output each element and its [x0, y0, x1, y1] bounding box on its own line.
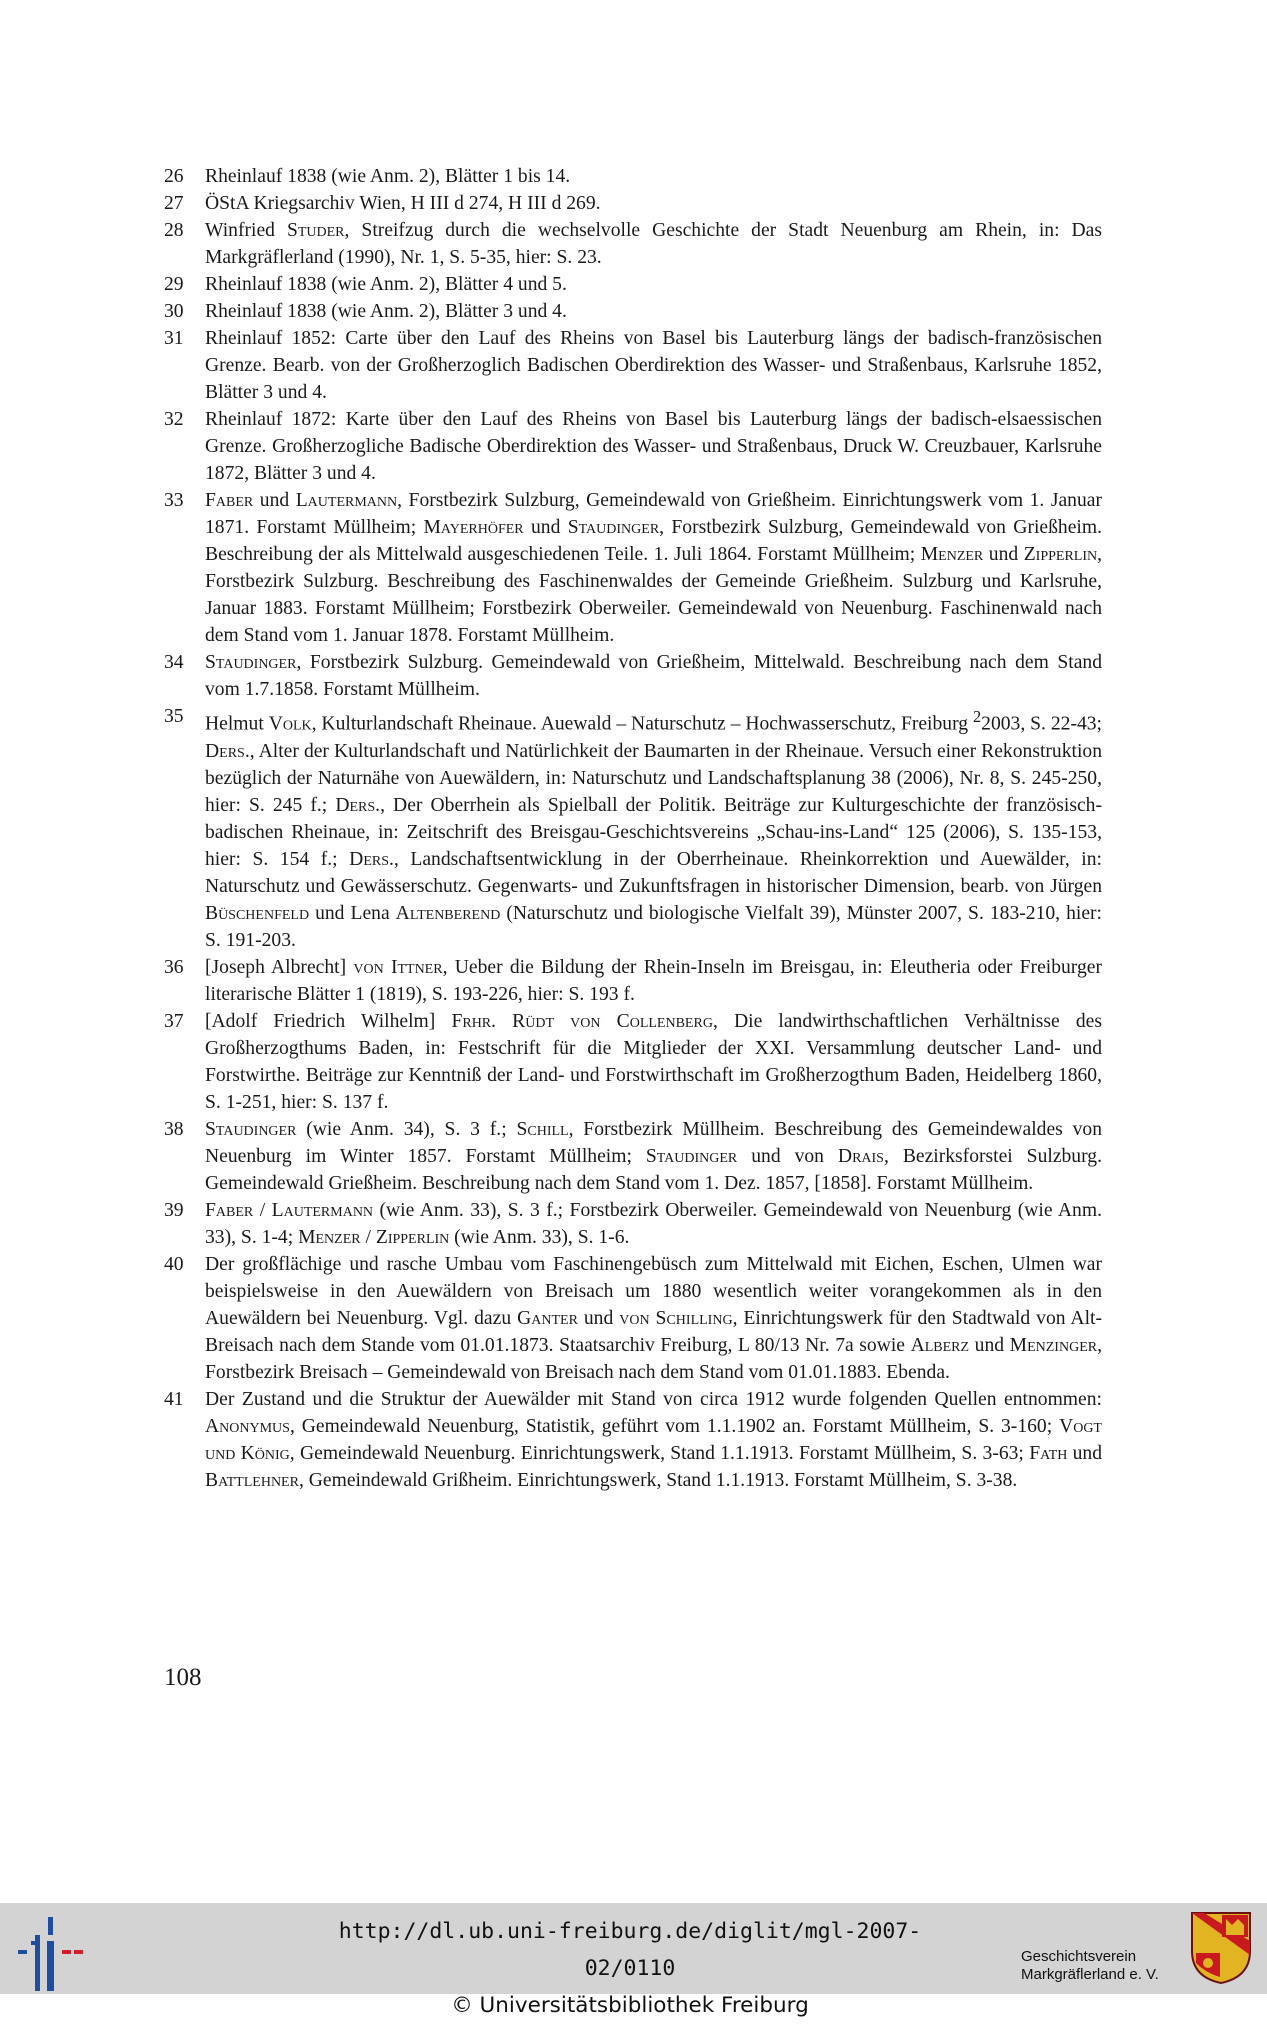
footnote-number: 39	[164, 1199, 184, 1221]
footnote-32	[164, 406, 1102, 487]
footnote-30	[164, 298, 1102, 325]
footnote-number: 36	[164, 956, 184, 978]
footnote-38	[164, 1116, 1102, 1197]
footnote-number: 29	[164, 274, 184, 295]
ub-freiburg-logo-icon	[18, 1911, 84, 1991]
footnote-text: Rheinlauf 1838 (wie Anm. 2), Blätter 3 und 4.	[205, 301, 567, 322]
footnote-text: Winfried Studer, Streifzug durch die wechselvolle Geschichte der Stadt Neuenburg am Rhein, in: Das Markgräflerland (1990), Nr. 1, S. 5-35, hier: S. 23.	[205, 220, 1102, 268]
footnote-number: 28	[164, 220, 184, 241]
footnote-41	[164, 1386, 1102, 1494]
footnote-text: Rheinlauf 1852: Carte über den Lauf des Rheins von Basel bis Lauterburg längs der badisch-französischen Grenze. Bearb. von der Großherzoglich Badischen Oberdirektion des Wasser- und Straßenbaus, Karlsruhe 1852, Blätter 3 und 4.	[205, 328, 1102, 403]
footnote-text: Der Zustand und die Struktur der Auewälder mit Stand von circa 1912 wurde folgenden Quellen entnommen: Anonymus, Gemeindewald Neuenburg, Statistik, geführt vom 1.1.1902 an. Forstamt Müllheim, S. 3-160; Vogt und König, Gemeindewald Neuenburg. Einrichtungswerk, Stand 1.1.1913. Forstamt Müllheim, S. 3-63; Fath und Battlehner, Gemeindewald Grißheim. Einrichtungswerk, Stand 1.1.1913. Forstamt Müllheim, S. 3-38.	[205, 1388, 1103, 1491]
society-line-2: Markgräflerland e. V.	[1021, 1966, 1159, 1983]
source-url[interactable]: http://dl.ub.uni-freiburg.de/diglit/mgl-2007-02/0110	[338, 1919, 922, 1981]
footnote-27	[164, 190, 1102, 217]
footnote-31	[164, 325, 1102, 406]
footnote-number: 38	[164, 1118, 184, 1140]
footnote-text: ÖStA Kriegsarchiv Wien, H III d 274, H III d 269.	[205, 193, 601, 214]
coat-of-arms-icon	[1190, 1911, 1252, 1985]
copyright-line: © Universitätsbibliothek Freiburg	[451, 1993, 809, 2018]
footnote-text: Faber / Lautermann (wie Anm. 33), S. 3 f.; Forstbezirk Oberweiler. Gemeindewald von Neuenburg (wie Anm. 33), S. 1-4; Menzer / Zipperlin (wie Anm. 33), S. 1-6.	[205, 1199, 1102, 1248]
footnote-35	[164, 703, 1102, 954]
footer-bar	[0, 1903, 1267, 2018]
society-line-1: Geschichtsverein	[1021, 1948, 1137, 1965]
footnote-number: 37	[164, 1010, 184, 1032]
footnote-text: [Joseph Albrecht] von Ittner, Ueber die Bildung der Rhein-Inseln im Breisgau, in: Eleutheria oder Freiburger literarische Blätter 1 (1819), S. 193-226, hier: S. 193 f.	[205, 956, 1103, 1005]
footnote-number: 26	[164, 166, 184, 187]
footnote-text: Faber und Lautermann, Forstbezirk Sulzburg, Gemeindewald von Grießheim. Einrichtungswerk vom 1. Januar 1871. Forstamt Müllheim; Mayerhöfer und Staudinger, Forstbezirk Sulzburg, Gemeindewald von Grießheim. Beschreibung der als Mittelwald ausgeschiedenen Teile. 1. Juli 1864. Forstamt Müllheim; Menzer und Zipperlin, Forstbezirk Sulzburg. Beschreibung des Faschinenwaldes der Gemeinde Grießheim. Sulzburg und Karlsruhe, Januar 1883. Forstamt Müllheim; Forstbezirk Oberweiler. Gemeindewald von Neuenburg. Faschinenwald nach dem Stand vom 1. Januar 1878. Forstamt Müllheim.	[205, 490, 1103, 646]
footnote-39	[164, 1197, 1102, 1251]
footnotes-list	[164, 163, 1102, 1494]
footnote-text: Staudinger (wie Anm. 34), S. 3 f.; Schill, Forstbezirk Müllheim. Beschreibung des Gemeindewaldes von Neuenburg im Winter 1857. Forstamt Müllheim; Staudinger und von Drais, Bezirksforstei Sulzburg. Gemeindewald Grießheim. Beschreibung nach dem Stand vom 1. Dez. 1857, [1858]. Forstamt Müllheim.	[205, 1118, 1102, 1194]
footnote-34	[164, 649, 1102, 703]
footnote-number: 32	[164, 409, 184, 430]
footnote-text: Staudinger, Forstbezirk Sulzburg. Gemeindewald von Grießheim, Mittelwald. Beschreibung nach dem Stand vom 1.7.1858. Forstamt Müllheim.	[205, 652, 1102, 700]
footnote-number: 31	[164, 328, 184, 349]
society-name	[1021, 1948, 1159, 1984]
footnote-text: Der großflächige und rasche Umbau vom Faschinengebüsch zum Mittelwald mit Eichen, Eschen, Ulmen war beispielsweise in den Auewäldern von Breisach um 1880 wesentlich weiter vorangekommen als in den Auewäldern bei Neuenburg. Vgl. dazu Ganter und von Schilling, Einrichtungswerk für den Stadtwald von Alt-Breisach nach dem Stande vom 01.01.1873. Staatsarchiv Freiburg, L 80/13 Nr. 7a sowie Alberz und Menzinger, Forstbezirk Breisach – Gemeindewald von Breisach nach dem Stand vom 01.01.1883. Ebenda.	[205, 1253, 1102, 1383]
footnote-text: [Adolf Friedrich Wilhelm] Frhr. Rüdt von Collenberg, Die landwirthschaftlichen Verhältnisse des Großherzogthums Baden, in: Festschrift für die Mitglieder der XXI. Versammlung deutscher Land- und Forstwirthe. Beiträge zur Kenntniß der Land- und Forstwirthschaft im Großherzogthum Baden, Heidelberg 1860, S. 1-251, hier: S. 137 f.	[205, 1010, 1102, 1113]
footnote-number: 33	[164, 490, 184, 511]
footnote-33	[164, 487, 1102, 649]
footnote-text: Rheinlauf 1872: Karte über den Lauf des Rheins von Basel bis Lauterburg längs der badisch-elsaessischen Grenze. Großherzogliche Badische Oberdirektion des Wasser- und Straßenbaus, Druck W. Creuzbauer, Karlsruhe 1872, Blätter 3 und 4.	[205, 409, 1102, 484]
footnote-text: Helmut Volk, Kulturlandschaft Rheinaue. Auewald – Naturschutz – Hochwasserschutz, Freiburg $^2$2003, S. 22-43; Ders., Alter der Kulturlandschaft und Natürlichkeit der Baumarten in der Rheinaue. Versuch einer Rekonstruktion bezüglich der Naturnähe von Auewäldern, in: Naturschutz und Landschaftsplanung 38 (2006), Nr. 8, S. 245-250, hier: S. 245 f.; Ders., Der Oberrhein als Spielball der Politik. Beiträge zur Kulturgeschichte der französisch-badischen Rheinaue, in: Zeitschrift des Breisgau-Geschichtsvereins „Schau-ins-Land“ 125 (2006), S. 135-153, hier: S. 154 f.; Ders., Landschaftsentwicklung in der Oberrheinaue. Rheinkorrektion und Auewälder, in: Naturschutz und Gewässerschutz. Gegenwarts- und Zukunftsfragen in historischer Dimension, bearb. von Jürgen Büschenfeld und Lena Altenberend (Naturschutz und biologische Vielfalt 39), Münster 2007, S. 183-210, hier: S. 191-203.	[205, 707, 1103, 951]
footnote-29	[164, 271, 1102, 298]
footnote-number: 27	[164, 193, 184, 214]
footnote-text: Rheinlauf 1838 (wie Anm. 2), Blätter 1 bis 14.	[205, 166, 571, 187]
footnote-number: 35	[164, 706, 184, 727]
footnote-number: 40	[164, 1253, 184, 1275]
footnote-number: 34	[164, 652, 184, 673]
footnote-37	[164, 1008, 1102, 1116]
footnote-text: Rheinlauf 1838 (wie Anm. 2), Blätter 4 und 5.	[205, 274, 567, 295]
footnote-number: 41	[164, 1388, 184, 1410]
footnote-36	[164, 954, 1102, 1008]
footnote-40	[164, 1251, 1102, 1386]
page-number: 108	[164, 1664, 202, 1691]
footnote-number: 30	[164, 301, 184, 322]
footnote-26	[164, 163, 1102, 190]
footnote-28	[164, 217, 1102, 271]
